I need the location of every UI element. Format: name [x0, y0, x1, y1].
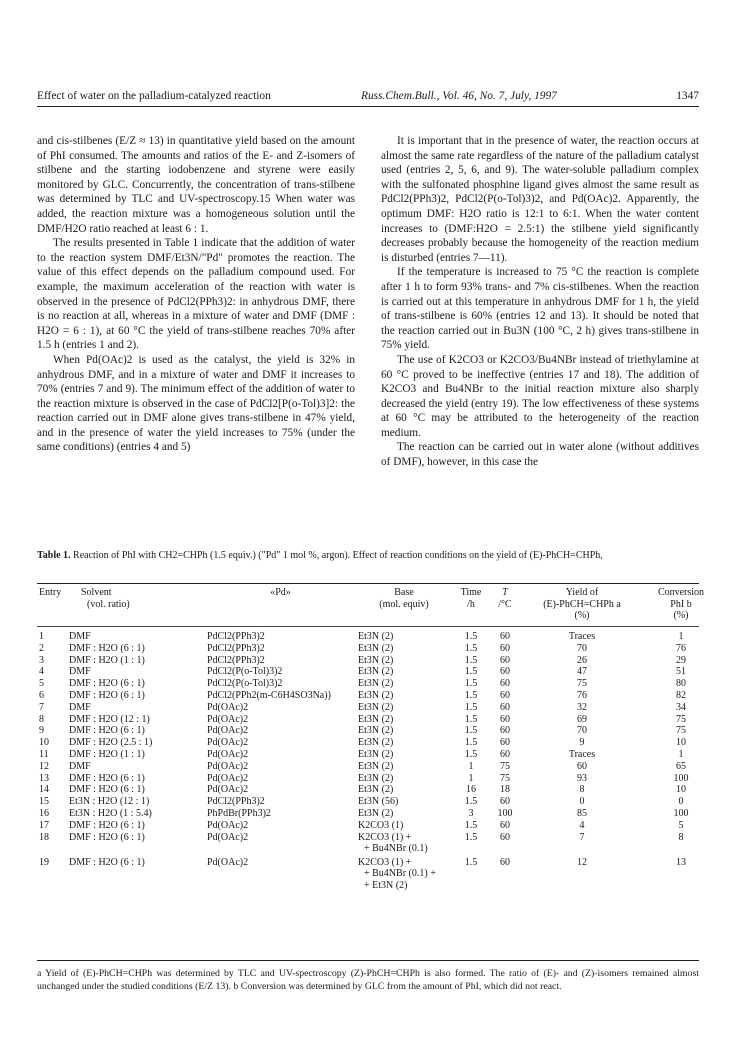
- cell-time: 1.5: [464, 796, 478, 808]
- cell-time: 1.5: [464, 748, 478, 760]
- cell-solvent: DMF: [69, 760, 91, 772]
- running-head-title: Effect of water on the palladium-catalyzed reaction: [37, 90, 271, 102]
- cell-temp: 60: [500, 748, 510, 760]
- cell-yield: 9: [579, 737, 585, 749]
- cell-conv: 75: [676, 713, 686, 725]
- table-row: [37, 725, 718, 737]
- table-row: [37, 690, 718, 702]
- cell-base-line: K2CO3 (1) +: [358, 856, 412, 868]
- cell-pd: Pd(OAc)2: [207, 831, 249, 843]
- paragraph: The results presented in Table 1 indicate that the addition of water to the reaction system DMF/Et3N/"Pd" promotes the reaction. The value of this effect depends on the palladium compound used. For example, the maximum acceleration of the reaction with water is observed in the presence of PdCl2(PPh3)2: in anhydrous DMF, there is no reaction at all, whereas in a mixture of water and DMF (DMF : H2O = 6 : 1), at 60 °C the yield of trans-stilbene reaches 70% after 1.5 h (entries 1 and 2).: [37, 237, 355, 352]
- cell-conv: 5: [678, 819, 684, 831]
- cell-solvent: DMF : H2O (6 : 1): [69, 678, 145, 690]
- cell-temp: 60: [500, 831, 510, 843]
- cell-time: 1: [468, 760, 474, 772]
- cell-pd: Pd(OAc)2: [207, 701, 249, 713]
- table-caption: [37, 550, 699, 563]
- cell-entry: 3: [39, 654, 44, 666]
- cell-pd: Pd(OAc)2: [207, 748, 249, 760]
- cell-entry: 15: [39, 796, 49, 808]
- cell-time: 3: [468, 807, 474, 819]
- col-header-solvent: Solvent (vol. ratio): [81, 587, 130, 610]
- paragraph: The reaction can be carried out in water alone (without additives of DMF), however, in this case the: [381, 441, 699, 469]
- cell-yield: 0: [579, 796, 585, 808]
- table-caption-text: Reaction of PhI with CH2=CHPh (1.5 equiv.) ("Pd" 1 mol %, argon). Effect of reaction conditions on the yield of (E)-PhCH=CHPh,: [73, 550, 603, 561]
- table-row: [37, 820, 718, 832]
- cell-yield: 70: [577, 642, 587, 654]
- cell-base: [356, 832, 452, 857]
- cell-conv: 10: [676, 737, 686, 749]
- cell-temp: 60: [500, 737, 510, 749]
- cell-entry: 13: [39, 772, 49, 784]
- cell-base: Et3N (2): [358, 642, 394, 654]
- cell-yield: 26: [577, 654, 587, 666]
- cell-pd: PdCl2(PPh2(m-C6H4SO3Na)): [207, 689, 331, 701]
- cell-pd: Pd(OAc)2: [207, 760, 249, 772]
- cell-entry: 4: [39, 666, 44, 678]
- running-head: [37, 90, 699, 106]
- cell-time: 1.5: [464, 642, 478, 654]
- table-row: [37, 773, 718, 785]
- cell-conv: 80: [676, 678, 686, 690]
- col-header-yield: Yield of (E)-PhCH=CHPh a (%): [543, 587, 621, 622]
- table-label: Table 1.: [37, 550, 71, 561]
- cell-time: 1.5: [464, 701, 478, 713]
- table-row: [37, 666, 718, 678]
- cell-temp: 60: [500, 819, 510, 831]
- table-row: [37, 631, 718, 643]
- paragraph: When Pd(OAc)2 is used as the catalyst, the yield is 32% in anhydrous DMF, and in a mixture of water and DMF it increases to 70% (entries 7 and 9). The minimum effect of the addition of water to the reaction mixture is observed in the case of PdCl2[P(o-Tol)3]2: the reaction carried out in DMF alone gives trans-stilbene in 47% yield, and in the presence of water the yield increases to 75% (under the same conditions) (entries 4 and 5): [37, 353, 355, 454]
- cell-time: 1.5: [464, 631, 478, 642]
- cell-conv: 51: [676, 666, 686, 678]
- cell-pd: Pd(OAc)2: [207, 856, 249, 868]
- cell-yield: Traces: [568, 748, 596, 760]
- cell-entry: 14: [39, 784, 49, 796]
- cell-time: 16: [466, 784, 476, 796]
- cell-solvent: DMF: [69, 631, 91, 642]
- cell-time: 1.5: [464, 678, 478, 690]
- paragraph: If the temperature is increased to 75 °C the reaction is complete after 1 h to form 93% trans- and 7% cis-stilbenes. When the reaction is carried out at this temperature in anhydrous DMF for 1 h, the yield of trans-stilbene is 60% (entries 12 and 13). It should be noted that the reaction carried out in Bu3N (100 °C, 2 h) gives trans-stilbene in 75% yield.: [381, 266, 699, 352]
- page-number: 1347: [676, 90, 699, 102]
- cell-solvent: DMF: [69, 666, 91, 678]
- paragraph: and cis-stilbenes (E/Z ≈ 13) in quantitative yield based on the amount of PhI consumed. The amounts and ratios of the E- and Z-isomers of stilbene and the starting iodobenzene and styrene were easily monitored by GLC. Concurrently, the concentration of trans-stilbene was determined by TLC and UV-spectroscopy.15 When water was added, the reaction mixture was a homogeneous solution until the DMF/H2O ratio reached at least 6 : 1.: [37, 135, 355, 235]
- paragraph: The use of K2CO3 or K2CO3/Bu4NBr instead of triethylamine at 60 °C proved to be ineffective (entries 17 and 18). The addition of K2CO3 and Bu4NBr to the initial reaction mixture also sharply decreased the yield (entry 19). The low effectiveness of these systems at 60 °C may be attributed to the heterogeneity of the reaction medium.: [381, 353, 699, 439]
- col-header-base: Base (mol. equiv): [379, 587, 429, 610]
- cell-temp: 60: [500, 654, 510, 666]
- table-row: [37, 784, 718, 796]
- table-spacer: [37, 623, 718, 631]
- cell-base: Et3N (2): [358, 713, 394, 725]
- cell-time: 1.5: [464, 819, 478, 831]
- cell-entry: 1: [39, 631, 44, 642]
- cell-entry: 10: [39, 737, 49, 749]
- table-row: [37, 678, 718, 690]
- cell-solvent: DMF : H2O (6 : 1): [69, 772, 145, 784]
- table-top-rule: [37, 583, 699, 584]
- table-row: [37, 643, 718, 655]
- header-rule: [37, 106, 699, 107]
- cell-pd: PhPdBr(PPh3)2: [207, 807, 271, 819]
- cell-pd: Pd(OAc)2: [207, 784, 249, 796]
- cell-conv: 13: [676, 856, 686, 868]
- left-column: [37, 134, 355, 455]
- table-row: [37, 857, 718, 895]
- cell-base: Et3N (2): [358, 689, 394, 701]
- cell-base: Et3N (2): [358, 654, 394, 666]
- results-table: [37, 586, 718, 895]
- cell-pd: Pd(OAc)2: [207, 725, 249, 737]
- cell-time: 1.5: [464, 666, 478, 678]
- cell-pd: PdCl2(PPh3)2: [207, 642, 265, 654]
- cell-time: 1.5: [464, 856, 478, 868]
- cell-solvent: DMF : H2O (1 : 1): [69, 654, 145, 666]
- table-footnote: a Yield of (E)-PhCH=CHPh was determined by TLC and UV-spectroscopy (Z)-PhCH=CHPh is also formed. The ratio of (E)- and (Z)-isomers remained almost unchanged under the studied conditions (E/Z 13). b Conversion was determined by GLC from the amount of PhI, which did not react.: [37, 968, 699, 992]
- table-row: [37, 761, 718, 773]
- cell-time: 1.5: [464, 831, 478, 843]
- cell-solvent: DMF : H2O (6 : 1): [69, 642, 145, 654]
- cell-conv: 29: [676, 654, 686, 666]
- table-row: [37, 714, 718, 726]
- cell-yield: 8: [579, 784, 585, 796]
- cell-solvent: DMF : H2O (12 : 1): [69, 713, 150, 725]
- cell-entry: 7: [39, 701, 44, 713]
- cell-time: 1.5: [464, 689, 478, 701]
- cell-entry: 8: [39, 713, 44, 725]
- cell-base-line: + Bu4NBr (0.1): [364, 843, 428, 855]
- right-column: [381, 134, 699, 470]
- cell-conv: 82: [676, 689, 686, 701]
- cell-temp: 75: [500, 760, 510, 772]
- cell-yield: 85: [577, 807, 587, 819]
- cell-base: Et3N (2): [358, 678, 394, 690]
- col-header-entry: Entry: [39, 587, 62, 598]
- cell-solvent: DMF: [69, 701, 91, 713]
- cell-base: Et3N (2): [358, 807, 394, 819]
- cell-entry: 19: [39, 856, 49, 868]
- cell-conv: 76: [676, 642, 686, 654]
- cell-entry: 18: [39, 831, 49, 843]
- paragraph: It is important that in the presence of water, the reaction occurs at almost the same rate regardless of the nature of the palladium catalyst used (entries 2, 5, 6, and 9). The water-soluble palladium complex with the sulfonated phosphine ligand gives almost the same result as PdCl2(PPh3)2, PdCl2(P(o-Tol)3)2, and Pd(OAc)2. Apparently, the optimum DMF: H2O ratio is 12:1 to 6:1. When the water content increases to (DMF:H2O = 2.5:1) the stilbene yield significantly decreases probably because the homogeneity of the reaction medium is disturbed (entries 7—11).: [381, 135, 699, 264]
- cell-temp: 60: [500, 689, 510, 701]
- col-header-pd: «Pd»: [270, 587, 291, 598]
- cell-conv: 100: [673, 772, 689, 784]
- cell-yield: 69: [577, 713, 587, 725]
- cell-conv: 75: [676, 725, 686, 737]
- cell-temp: 60: [500, 701, 510, 713]
- cell-solvent: DMF : H2O (6 : 1): [69, 831, 145, 843]
- cell-base: Et3N (2): [358, 784, 394, 796]
- table-bottom-rule: [37, 960, 699, 961]
- cell-time: 1.5: [464, 654, 478, 666]
- cell-solvent: DMF : H2O (6 : 1): [69, 725, 145, 737]
- cell-yield: 75: [577, 678, 587, 690]
- cell-yield: 12: [577, 856, 587, 868]
- cell-solvent: DMF : H2O (6 : 1): [69, 819, 145, 831]
- cell-yield: 32: [577, 701, 587, 713]
- cell-temp: 60: [500, 666, 510, 678]
- table-row: [37, 796, 718, 808]
- cell-conv: 10: [676, 784, 686, 796]
- cell-pd: PdCl2(P(o-Tol)3)2: [207, 666, 283, 678]
- table-row: [37, 832, 718, 857]
- cell-temp: 60: [500, 713, 510, 725]
- cell-yield: 76: [577, 689, 587, 701]
- cell-base: [356, 857, 452, 895]
- cell-solvent: DMF : H2O (6 : 1): [69, 689, 145, 701]
- cell-pd: Pd(OAc)2: [207, 772, 249, 784]
- col-header-conversion: Conversion PhI b (%): [657, 587, 705, 622]
- cell-yield: 4: [579, 819, 585, 831]
- cell-base: Et3N (2): [358, 631, 394, 642]
- cell-solvent: Et3N : H2O (12 : 1): [69, 796, 150, 808]
- cell-pd: PdCl2(PPh3)2: [207, 654, 265, 666]
- cell-pd: Pd(OAc)2: [207, 737, 249, 749]
- cell-temp: 60: [500, 725, 510, 737]
- table-row: [37, 737, 718, 749]
- cell-solvent: Et3N : H2O (1 : 5.4): [69, 807, 152, 819]
- cell-base: K2CO3 (1): [358, 819, 404, 831]
- cell-pd: Pd(OAc)2: [207, 819, 249, 831]
- cell-entry: 11: [39, 748, 49, 760]
- cell-yield: Traces: [568, 631, 596, 642]
- cell-conv: 0: [678, 796, 684, 808]
- cell-yield: 60: [577, 760, 587, 772]
- cell-base: Et3N (2): [358, 701, 394, 713]
- cell-base: Et3N (56): [358, 796, 399, 808]
- cell-conv: 1: [678, 748, 684, 760]
- cell-yield: 47: [577, 666, 587, 678]
- cell-base: Et3N (2): [358, 725, 394, 737]
- table-header-row: [37, 586, 718, 623]
- cell-pd: Pd(OAc)2: [207, 713, 249, 725]
- running-head-journal: Russ.Chem.Bull., Vol. 46, No. 7, July, 1997: [361, 90, 557, 102]
- cell-temp: 60: [500, 678, 510, 690]
- cell-entry: 12: [39, 760, 49, 772]
- cell-time: 1.5: [464, 713, 478, 725]
- cell-yield: 7: [579, 831, 585, 843]
- cell-base-line: K2CO3 (1) +: [358, 831, 412, 843]
- cell-temp: 60: [500, 631, 510, 642]
- cell-conv: 8: [678, 831, 684, 843]
- cell-entry: 17: [39, 819, 49, 831]
- cell-base-line: + Bu4NBr (0.1) +: [364, 868, 436, 880]
- cell-conv: 34: [676, 701, 686, 713]
- cell-entry: 5: [39, 678, 44, 690]
- table-row: [37, 749, 718, 761]
- cell-solvent: DMF : H2O (6 : 1): [69, 856, 145, 868]
- cell-entry: 6: [39, 689, 44, 701]
- cell-conv: 100: [673, 807, 689, 819]
- cell-temp: 60: [500, 856, 510, 868]
- cell-pd: PdCl2(P(o-Tol)3)2: [207, 678, 283, 690]
- cell-temp: 75: [500, 772, 510, 784]
- cell-temp: 18: [500, 784, 510, 796]
- cell-base: Et3N (2): [358, 772, 394, 784]
- cell-time: 1.5: [464, 725, 478, 737]
- cell-base: Et3N (2): [358, 748, 394, 760]
- cell-base: Et3N (2): [358, 737, 394, 749]
- cell-base: Et3N (2): [358, 760, 394, 772]
- cell-solvent: DMF : H2O (2.5 : 1): [69, 737, 153, 749]
- cell-time: 1: [468, 772, 474, 784]
- cell-temp: 100: [497, 807, 513, 819]
- cell-pd: PdCl2(PPh3)2: [207, 631, 265, 642]
- cell-temp: 60: [500, 642, 510, 654]
- cell-yield: 93: [577, 772, 587, 784]
- cell-entry: 2: [39, 642, 44, 654]
- table-row: [37, 808, 718, 820]
- cell-base: Et3N (2): [358, 666, 394, 678]
- cell-conv: 1: [678, 631, 684, 642]
- col-header-temperature: T /°C: [498, 587, 512, 610]
- cell-solvent: DMF : H2O (1 : 1): [69, 748, 145, 760]
- cell-temp: 60: [500, 796, 510, 808]
- cell-base-line: + Et3N (2): [364, 880, 408, 892]
- cell-conv: 65: [676, 760, 686, 772]
- table-row: [37, 655, 718, 667]
- cell-yield: 70: [577, 725, 587, 737]
- table-row: [37, 702, 718, 714]
- cell-entry: 16: [39, 807, 49, 819]
- cell-solvent: DMF : H2O (6 : 1): [69, 784, 145, 796]
- col-header-time: Time /h: [460, 587, 482, 610]
- cell-entry: 9: [39, 725, 44, 737]
- cell-time: 1.5: [464, 737, 478, 749]
- cell-pd: PdCl2(PPh3)2: [207, 796, 265, 808]
